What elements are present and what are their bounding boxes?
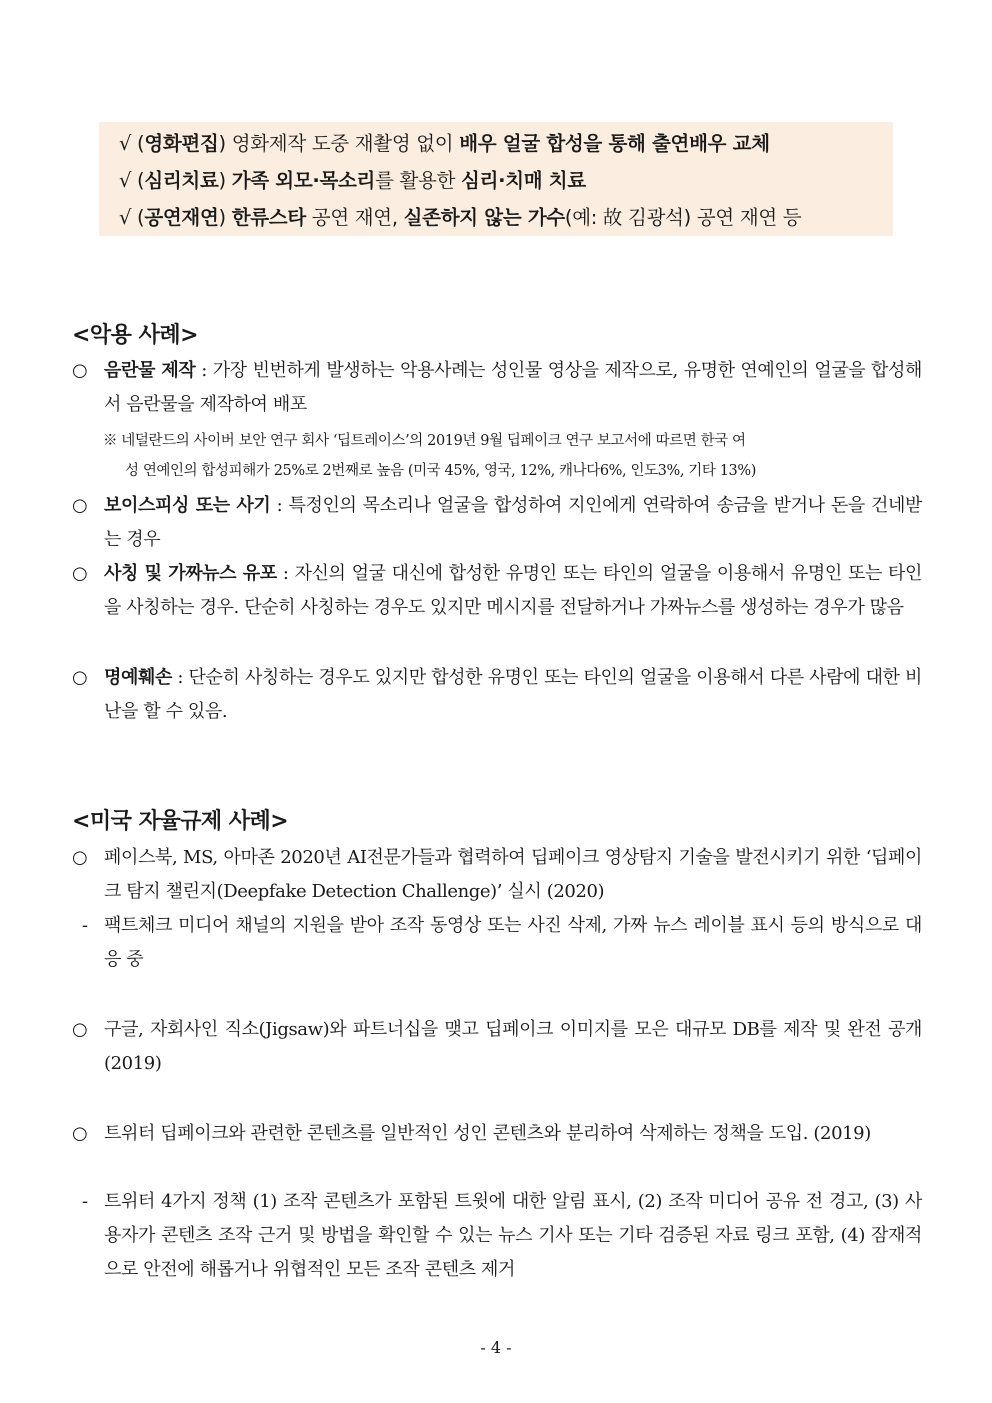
bullet-dash: -	[82, 915, 88, 936]
highlight-box	[99, 122, 893, 236]
list-item: ○ 구글, 자회사인 직소(Jigsaw)와 파트너십을 맺고 딥페이크 이미지를 모은 대규모 DB를 제작 및 완전 공개 (2019)	[72, 1013, 922, 1081]
bullet-circle: ○	[72, 563, 88, 584]
list-item: - 트위터 4가지 정책 (1) 조작 콘텐츠가 포함된 트윗에 대한 알림 표시, (2) 조작 미디어 공유 전 경고, (3) 사용자가 콘텐츠 조작 근거 및 방법을 확인할 수 있는 뉴스 기사 또는 기타 검증된 자료 링크 포함, (4) 잠재적으로 안전에 해롭거나 위협적인 모든 조작 콘텐츠 제거	[72, 1185, 922, 1287]
bullet-circle: ○	[72, 1123, 88, 1144]
list-item: ○ 사칭 및 가짜뉴스 유포 : 자신의 얼굴 대신에 합성한 유명인 또는 타인의 얼굴을 이용해서 유명인 또는 타인을 사칭하는 경우. 단순히 사칭하는 경우도 있지만 메시지를 전달하거나 가짜뉴스를 생성하는 경우가 많음	[72, 557, 922, 625]
highlight-line-therapy: √ (심리치료) 가족 외모·목소리를 활용한 심리·치매 치료	[119, 169, 586, 192]
bullet-circle: ○	[72, 847, 88, 868]
section-title-us-self-regulation: <미국 자율규제 사례>	[72, 809, 289, 834]
list-item: ○ 페이스북, MS, 아마존 2020년 AI전문가들과 협력하여 딥페이크 영상탐지 기술을 발전시키기 위한 ‘딥페이크 탐지 챌린지(Deepfake Detection Challenge)’ 실시 (2020)	[72, 841, 922, 909]
highlight-line-performance: √ (공연재연) 한류스타 공연 재연, 실존하지 않는 가수(예: 故 김광석) 공연 재연 등	[119, 206, 802, 229]
list-item: ○ 보이스피싱 또는 사기 : 특정인의 목소리나 얼굴을 합성하여 지인에게 연락하여 송금을 받거나 돈을 건네받는 경우	[72, 489, 922, 557]
list-item: ○ 명예훼손 : 단순히 사칭하는 경우도 있지만 합성한 유명인 또는 타인의 얼굴을 이용해서 다른 사람에 대한 비난을 할 수 있음.	[72, 661, 922, 729]
list-item: ○ 트위터 딥페이크와 관련한 콘텐츠를 일반적인 성인 콘텐츠와 분리하여 삭제하는 정책을 도입. (2019)	[72, 1117, 922, 1151]
page-number: - 4 -	[480, 1338, 512, 1357]
list-item: ○ 음란물 제작 : 가장 빈번하게 발생하는 악용사례는 성인물 영상을 제작으로, 유명한 연예인의 얼굴을 합성해서 음란물을 제작하여 배포	[72, 354, 922, 422]
bullet-dash: -	[82, 1191, 88, 1212]
section-title-misuse-cases: <악용 사례>	[72, 323, 199, 348]
bullet-circle: ○	[72, 360, 88, 381]
footnote: ※ 네덜란드의 사이버 보안 연구 회사 ‘딥트레이스’의 2019년 9월 딥페이크 연구 보고서에 따르면 한국 여 성 연예인의 합성피해가 25%로 2번째로 높음 (미국 45%, 영국, 12%, 캐나다6%, 인도3%, 기타 13%)	[103, 433, 757, 479]
bullet-circle: ○	[72, 1019, 88, 1040]
highlight-line-film-editing: √ (영화편집) 영화제작 도중 재촬영 없이 배우 얼굴 합성을 통해 출연배우 교체	[119, 132, 770, 155]
bullet-circle: ○	[72, 667, 88, 688]
list-item: - 팩트체크 미디어 채널의 지원을 받아 조작 동영상 또는 사진 삭제, 가짜 뉴스 레이블 표시 등의 방식으로 대응 중	[72, 909, 922, 977]
bullet-circle: ○	[72, 495, 88, 516]
